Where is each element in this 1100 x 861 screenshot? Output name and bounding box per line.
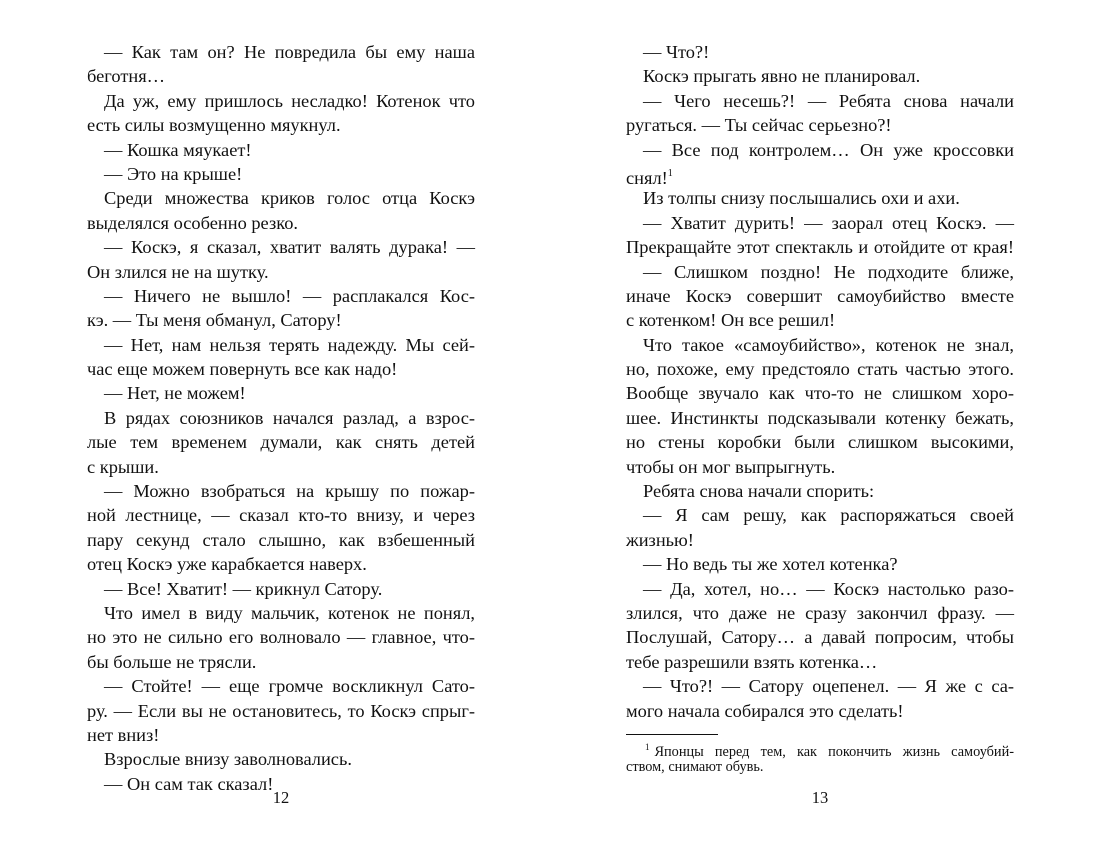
text-line: — Он сам так сказал!: [104, 773, 274, 794]
text-line: — Все под контролем… Он уже кроссовки: [643, 139, 1014, 160]
text-line: — Кошка мяукает!: [104, 139, 252, 160]
text-line: Вообще звучало как что-то не слишком хоро-: [626, 383, 1014, 404]
footnote-text: Японцы перед тем, как покончить жизнь самоубий-: [654, 744, 1014, 760]
text-line: злился, что даже не сразу закончил фразу. —: [626, 602, 1014, 623]
text-line: — Чего несешь?! — Ребята снова начали: [643, 90, 1014, 111]
text-line: В рядах союзников начался разлад, а взрос-: [104, 407, 475, 428]
text-line: мого начала собирался это сделать!: [626, 700, 904, 721]
left-page: [87, 40, 475, 796]
text-line: — Нет, нам нельзя терять надежду. Мы сей-: [104, 334, 475, 355]
text-line: с котенком! Он все решил!: [626, 310, 836, 331]
text-line: — Хватит дурить! — заорал отец Коскэ. —: [643, 212, 1014, 233]
text-line: но это не сильно его волновало — главное, что-: [87, 627, 475, 648]
text-line: час еще можем повернуть все как надо!: [87, 359, 398, 380]
text-line: — Слишком поздно! Не подходите ближе,: [643, 261, 1014, 282]
page-number-left: 12: [272, 788, 290, 807]
footnote-divider: [626, 734, 718, 735]
text-line: Прекращайте этот спектакль и отойдите от края!: [626, 237, 1014, 258]
text-line: — Но ведь ты же хотел котенка?: [643, 554, 898, 575]
text-line: но, похоже, ему предстояло стать частью этого.: [626, 359, 1014, 380]
text-line: но стены коробки были слишком высокими,: [626, 432, 1014, 453]
text-line: — Можно взобраться на крышу по пожар-: [104, 481, 475, 502]
text-line: лые тем временем думали, как снять детей: [87, 432, 475, 453]
text-line: бы больше не трясли.: [87, 651, 257, 672]
text-line: [626, 162, 1014, 186]
text-line: — Нет, не можем!: [104, 383, 246, 404]
text-line: — Коскэ, я сказал, хватит валять дурака! —: [104, 237, 475, 258]
text-line: Коскэ прыгать явно не планировал.: [643, 66, 921, 87]
text-line: отец Коскэ уже карабкается наверх.: [87, 554, 367, 575]
text-line: — Как там он? Не повредила бы ему наша: [104, 42, 475, 62]
text-line: — Стойте! — еще громче воскликнул Сато-: [104, 676, 475, 697]
text-line: ной лестнице, — сказал кто-то внизу, и через: [87, 505, 475, 526]
text-line: ру. — Если вы не остановитесь, то Коскэ спрыг-: [87, 700, 475, 721]
text-line: — Это на крыше!: [104, 163, 243, 184]
text-line-content: снял!: [626, 167, 668, 188]
right-page: [626, 40, 1014, 723]
text-line: жизнью!: [626, 529, 694, 550]
text-line: ругаться. — Ты сейчас серьезно?!: [626, 115, 892, 136]
text-line: шее. Инстинкты подсказывали котенку бежать,: [626, 407, 1014, 428]
text-line: Ребята снова начали спорить:: [643, 481, 875, 502]
text-line: — Да, хотел, но… — Коскэ настолько разо-: [643, 578, 1014, 599]
text-line: — Я сам решу, как распоряжаться своей: [643, 505, 1014, 526]
text-line: пару секунд стало слышно, как взбешенный: [87, 529, 475, 550]
text-line: Среди множества криков голос отца Коскэ: [104, 188, 475, 209]
text-line: беготня…: [87, 66, 166, 87]
footnote: [626, 737, 1014, 777]
text-line: кэ. — Ты меня обманул, Сатору!: [87, 310, 342, 331]
text-line: Послушай, Сатору… а давай попросим, чтобы: [626, 627, 1014, 648]
text-line: — Что?! — Сатору оцепенел. — Я же с са-: [643, 676, 1014, 697]
text-line: — Ничего не вышло! — расплакался Кос-: [104, 285, 475, 306]
text-line: Он злился не на шутку.: [87, 261, 269, 282]
text-line: с крыши.: [87, 456, 159, 477]
text-line: тебе разрешили взять котенка…: [626, 651, 878, 672]
text-line: Из толпы снизу послышались охи и ахи.: [643, 188, 960, 209]
text-line: — Что?!: [643, 42, 710, 62]
footnote-line: ством, снимают обувь.: [626, 759, 764, 775]
page-number-right: 13: [811, 788, 829, 807]
text-line: есть силы возмущенно мяукнул.: [87, 115, 341, 136]
footnote-line: [626, 737, 1014, 760]
text-line: Да уж, ему пришлось несладко! Котенок что: [104, 90, 475, 111]
text-line: — Все! Хватит! — крикнул Сатору.: [104, 578, 383, 599]
text-line: выделялся особенно резко.: [87, 212, 298, 233]
text-line: иначе Коскэ совершит самоубийство вместе: [626, 285, 1014, 306]
text-line: нет вниз!: [87, 724, 160, 745]
text-line: чтобы он мог выпрыгнуть.: [626, 456, 836, 477]
text-line: Что такое «самоубийство», котенок не знал,: [643, 334, 1014, 355]
footnote-mark: 1: [645, 742, 650, 752]
text-line: Что имел в виду мальчик, котенок не понял,: [104, 602, 475, 623]
footnote-reference[interactable]: 1: [667, 167, 673, 179]
text-line: Взрослые внизу заволновались.: [104, 749, 352, 770]
